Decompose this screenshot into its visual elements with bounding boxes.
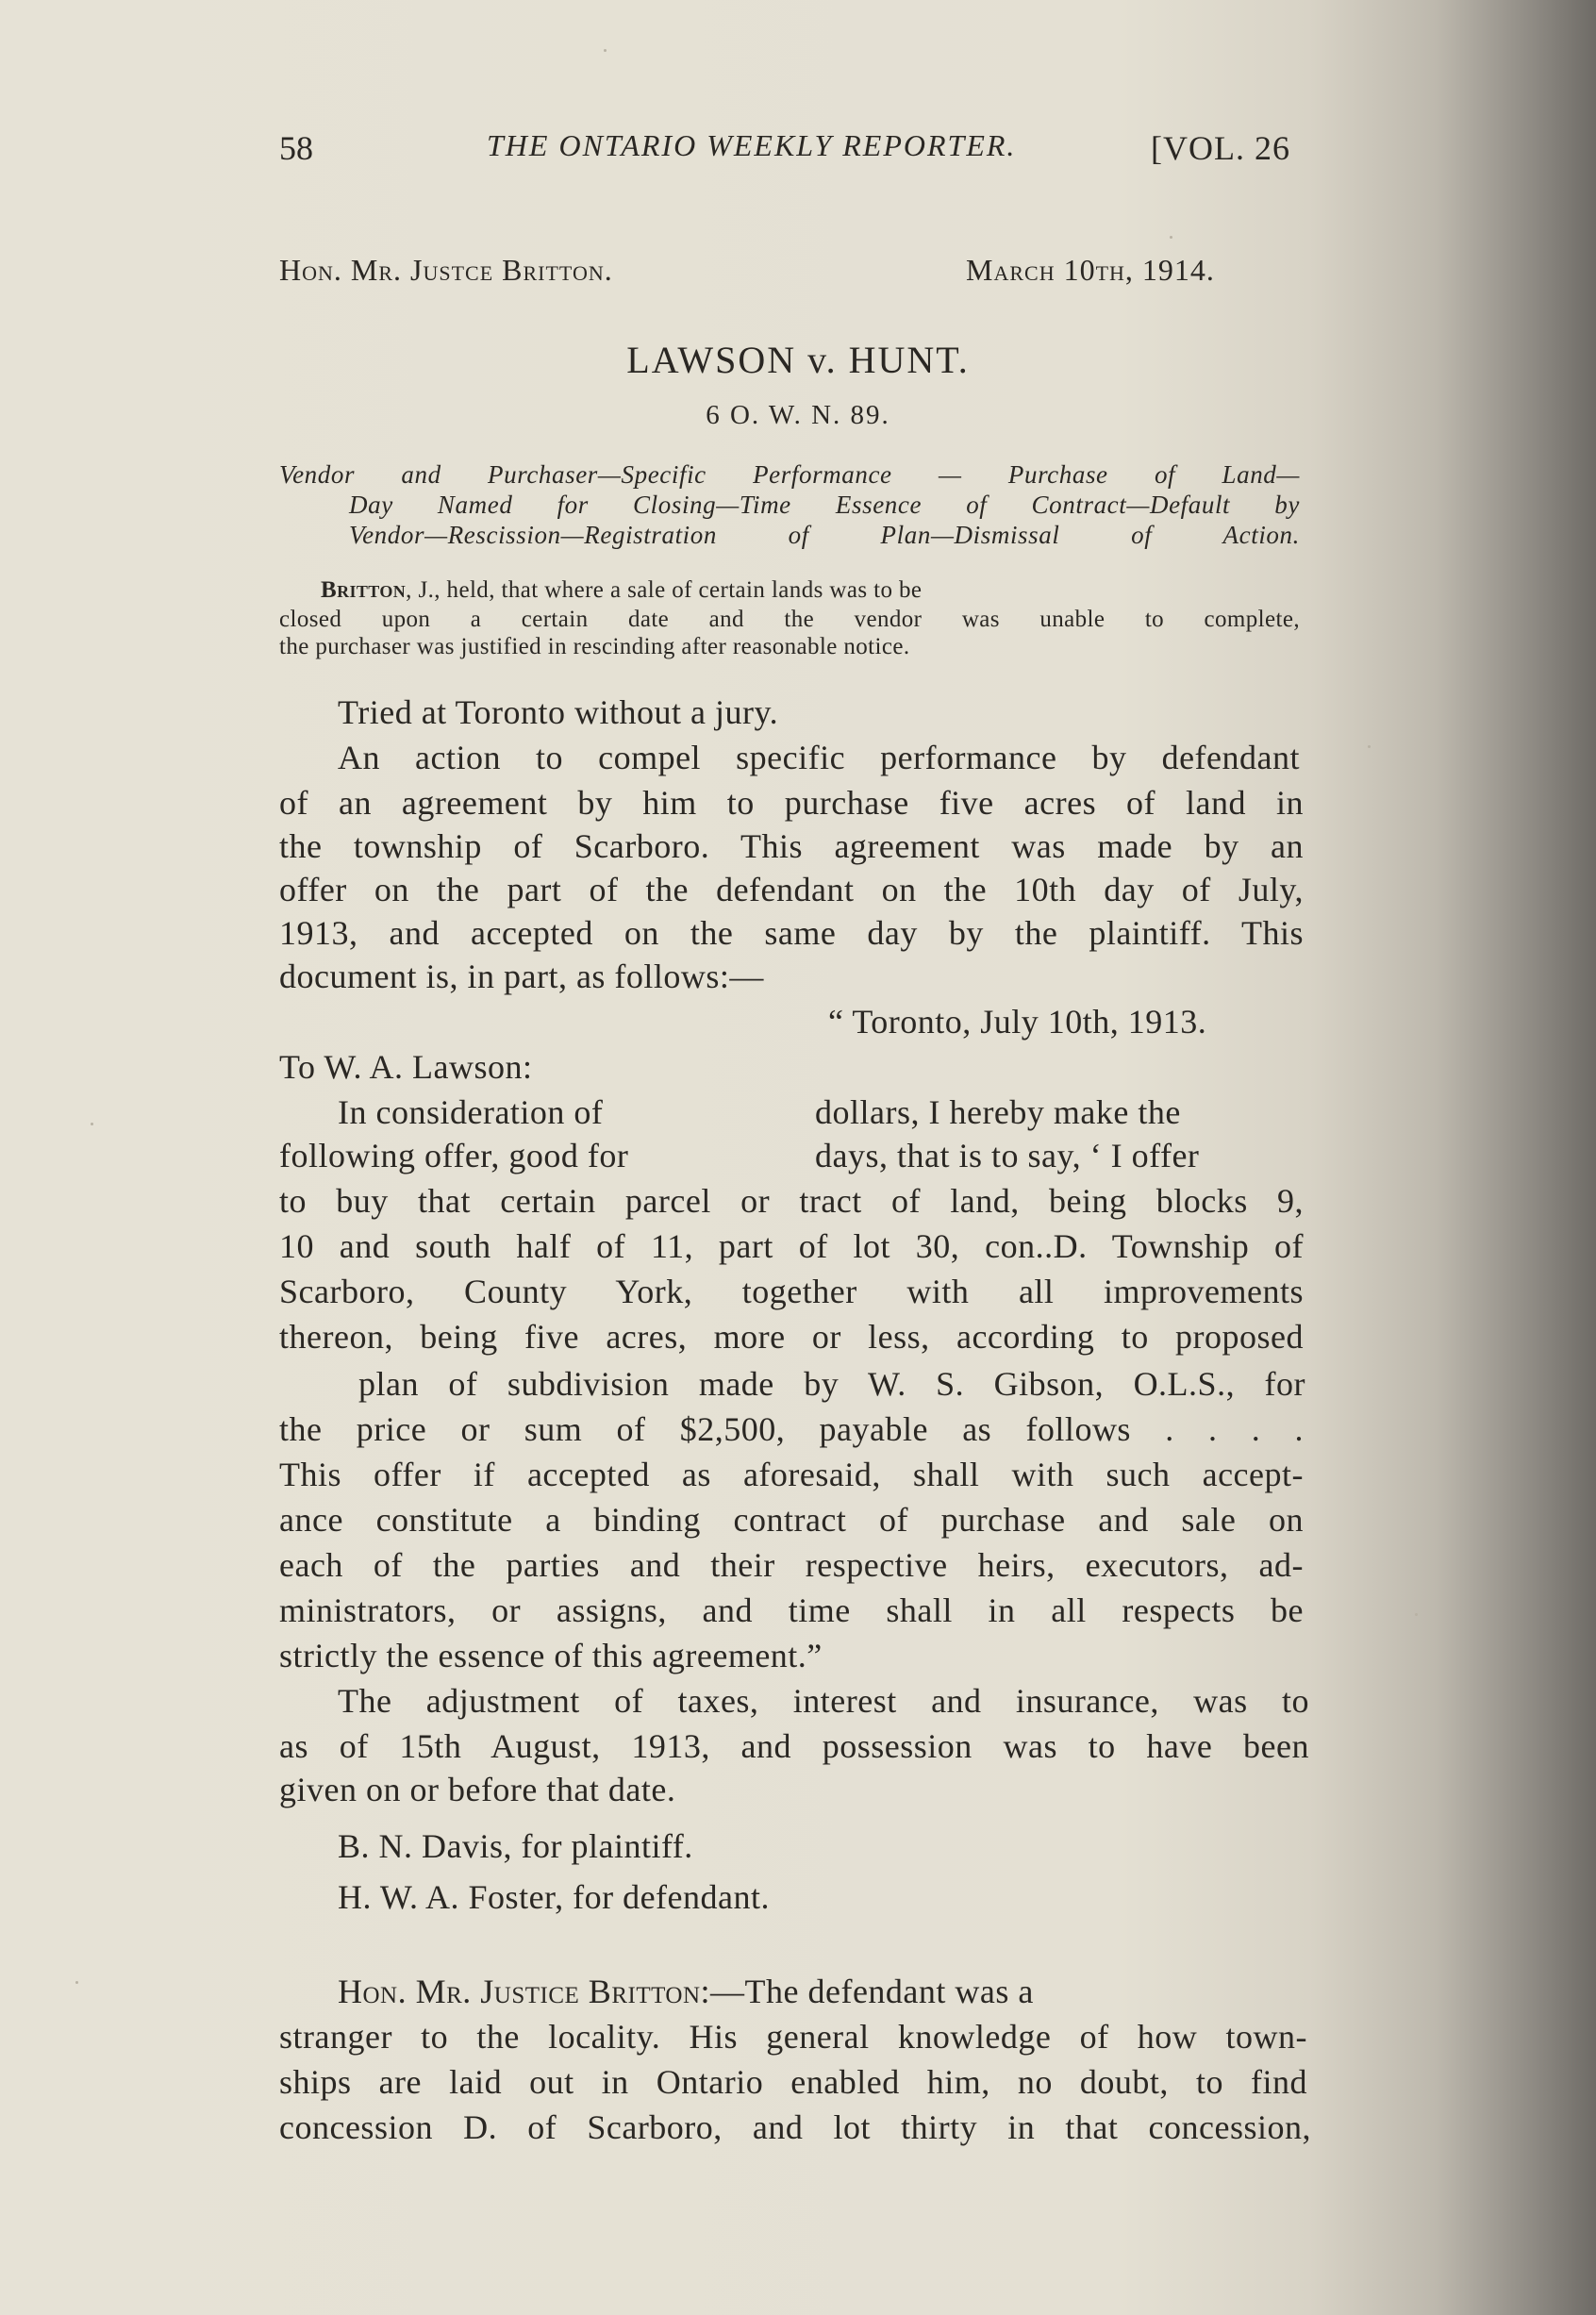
paper-speck [604, 49, 607, 52]
body-line: to buy that certain parcel or tract of land, being blocks 9, [279, 1182, 1304, 1220]
body-line: the price or sum of $2,500, payable as follows . . . . [279, 1410, 1304, 1448]
body-line: following offer, good for [279, 1137, 629, 1174]
judgment-line: concession D. of Scarboro, and lot thirty in that concession, [279, 2108, 1311, 2146]
body-line: of an agreement by him to purchase five acres of land in [279, 784, 1304, 822]
held-first-rest: , J., held, that where a sale of certain lands was to be [406, 577, 923, 603]
paper-speck [1415, 1613, 1418, 1616]
date-line: March 10th, 1914. [966, 253, 1215, 287]
body-line: An action to compel specific performance by defendant [338, 739, 1300, 776]
headnote-line: Vendor—Rescission—Registration of Plan—Dismissal of Action. [349, 521, 1300, 549]
headnote-line: Day Named for Closing—Time Essence of Contract—Default by [349, 491, 1300, 519]
judgment-line: ships are laid out in Ontario enabled him, no doubt, to find [279, 2063, 1307, 2101]
body-line: dollars, I hereby make the [815, 1093, 1181, 1131]
body-line: thereon, being five acres, more or less, according to proposed [279, 1318, 1304, 1356]
running-title: THE ONTARIO WEEKLY REPORTER. [487, 128, 1017, 162]
judgment-line: stranger to the locality. His general knowledge of how town- [279, 2018, 1307, 2056]
held-judge-name: Britton [321, 577, 407, 603]
held-line: the purchaser was justified in rescinding after reasonable notice. [279, 634, 910, 659]
judgment-first-rest: :—The defendant was a [700, 1973, 1034, 2010]
running-header [279, 128, 1290, 175]
paper-speck [91, 1123, 93, 1125]
body-line: offer on the part of the defendant on the 10th day of July, [279, 871, 1304, 908]
body-line: the township of Scarboro. This agreement was made by an [279, 827, 1304, 865]
judge-line: Hon. Mr. Justce Britton. [279, 253, 613, 287]
case-title [0, 338, 1596, 382]
headnote-line: Vendor and Purchaser—Specific Performance — Purchase of Land— [279, 460, 1300, 489]
body-line: given on or before that date. [279, 1771, 676, 1808]
body-line: Tried at Toronto without a jury. [338, 693, 779, 731]
body-line: ministrators, or assigns, and time shall in all respects be [279, 1591, 1304, 1629]
body-line: ance constitute a binding contract of purchase and sale on [279, 1501, 1304, 1539]
judgment-first-line [338, 1972, 1034, 2011]
volume-label: [VOL. 26 [1151, 129, 1290, 167]
paper-speck [1170, 236, 1172, 239]
body-line: as of 15th August, 1913, and possession was to have been [279, 1727, 1309, 1765]
paper-speck [1368, 745, 1371, 748]
case-title-text: LAWSON v. HUNT. [626, 339, 970, 381]
body-line: days, that is to say, ‘ I offer [815, 1137, 1200, 1174]
judgment-speaker: Hon. Mr. Justice Britton [338, 1973, 701, 2010]
paper-speck [75, 1981, 78, 1984]
counsel-defendant: H. W. A. Foster, for defendant. [338, 1878, 770, 1916]
body-line: This offer if accepted as aforesaid, shall with such accept- [279, 1456, 1304, 1493]
citation: 6 O. W. N. 89. [706, 400, 890, 430]
body-line: 10 and south half of 11, part of lot 30, con..D. Township of [279, 1227, 1304, 1265]
page-number: 58 [279, 129, 313, 167]
letter-addressee: To W. A. Lawson: [279, 1048, 533, 1086]
body-line: 1913, and accepted on the same day by the plaintiff. This [279, 914, 1304, 952]
body-line: plan of subdivision made by W. S. Gibson, O.L.S., for [358, 1365, 1305, 1403]
body-line: Scarboro, County York, together with all improvements [279, 1273, 1304, 1310]
body-line: strictly the essence of this agreement.” [279, 1637, 823, 1674]
letter-date: “ Toronto, July 10th, 1913. [828, 1003, 1207, 1041]
body-line: In consideration of [338, 1093, 604, 1131]
held-first-line [321, 577, 1339, 604]
held-line: closed upon a certain date and the vendor was unable to complete, [279, 607, 1300, 632]
body-line: each of the parties and their respective heirs, executors, ad- [279, 1546, 1304, 1584]
counsel-plaintiff: B. N. Davis, for plaintiff. [338, 1827, 693, 1865]
body-line: document is, in part, as follows:— [279, 958, 764, 995]
body-line: The adjustment of taxes, interest and insurance, was to [338, 1682, 1309, 1720]
